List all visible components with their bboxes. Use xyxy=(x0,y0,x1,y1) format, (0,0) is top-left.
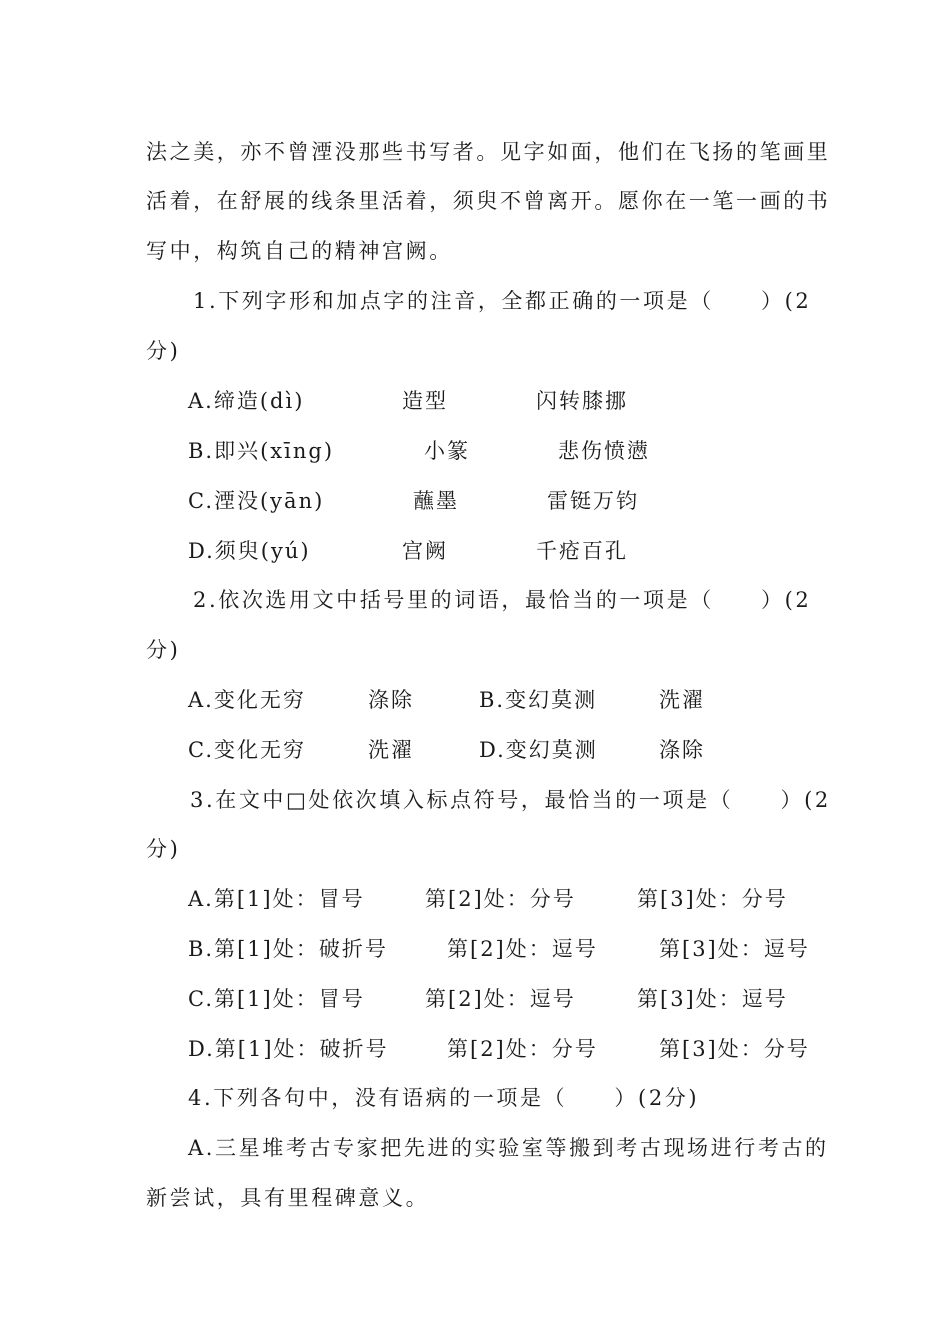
option-label: A.第[1]处：冒号 xyxy=(188,887,365,911)
option-label: C.变化无穷 xyxy=(188,738,306,762)
option-item: 第[2]处：分号 xyxy=(425,887,576,911)
option-item: 小篆 xyxy=(424,439,470,463)
option-item: 涤除 xyxy=(659,738,705,762)
question-stem: 2.依次选用文中括号里的词语，最恰当的一项是（ ）(2 xyxy=(193,588,812,612)
passage-line: 法之美，亦不曾湮没那些书写者。见字如面，他们在飞扬的笔画里 xyxy=(146,140,831,164)
option-label: A.变化无穷 xyxy=(188,688,306,712)
option-item: 第[3]处：逗号 xyxy=(659,937,810,961)
question-stem-continuation: 分) xyxy=(146,837,181,861)
passage-line: 活着，在舒展的线条里活着，须臾不曾离开。愿你在一笔一画的书 xyxy=(146,189,831,213)
option-label: B.变幻莫测 xyxy=(479,688,598,712)
question-stem: 4.下列各句中，没有语病的一项是（ ）(2分) xyxy=(188,1086,700,1110)
question-stem: 3.在文中□处依次填入标点符号，最恰当的一项是（ ）(2 xyxy=(190,788,831,812)
option-item: 千疮百孔 xyxy=(536,539,628,563)
option-item: 第[2]处：分号 xyxy=(447,1037,598,1061)
passage-line: 写中，构筑自己的精神宫阙。 xyxy=(146,239,453,263)
option-item: 第[3]处：分号 xyxy=(637,887,788,911)
option-item: 闪转膝挪 xyxy=(536,389,628,413)
option-item: 洗濯 xyxy=(368,738,414,762)
option-line: 新尝试，具有里程碑意义。 xyxy=(146,1186,430,1210)
question-stem-continuation: 分) xyxy=(146,339,181,363)
option-label: C.第[1]处：冒号 xyxy=(188,987,365,1011)
option-item: 造型 xyxy=(402,389,448,413)
option-item: 宫阙 xyxy=(402,539,448,563)
option-item: 悲伤愤懑 xyxy=(558,439,650,463)
question-stem-continuation: 分) xyxy=(146,638,181,662)
option-item: 第[2]处：逗号 xyxy=(425,987,576,1011)
option-item: 第[3]处：逗号 xyxy=(637,987,788,1011)
option-item: 第[3]处：分号 xyxy=(659,1037,810,1061)
option-label: D.第[1]处：破折号 xyxy=(188,1037,389,1061)
option-line: A.三星堆考古专家把先进的实验室等搬到考古现场进行考古的 xyxy=(188,1136,829,1160)
option-label: D.须臾(yú) xyxy=(188,539,311,563)
option-label: A.缔造(dì) xyxy=(188,389,305,413)
option-item: 涤除 xyxy=(368,688,414,712)
option-item: 洗濯 xyxy=(659,688,705,712)
option-item: 第[2]处：逗号 xyxy=(447,937,598,961)
option-label: B.即兴(xīng) xyxy=(188,439,335,463)
option-item: 雷铤万钧 xyxy=(547,489,639,513)
option-item: 蘸墨 xyxy=(413,489,459,513)
option-label: B.第[1]处：破折号 xyxy=(188,937,388,961)
option-label: D.变幻莫测 xyxy=(479,738,598,762)
question-stem: 1.下列字形和加点字的注音，全都正确的一项是（ ）(2 xyxy=(193,289,812,313)
option-label: C.湮没(yān) xyxy=(188,489,325,513)
